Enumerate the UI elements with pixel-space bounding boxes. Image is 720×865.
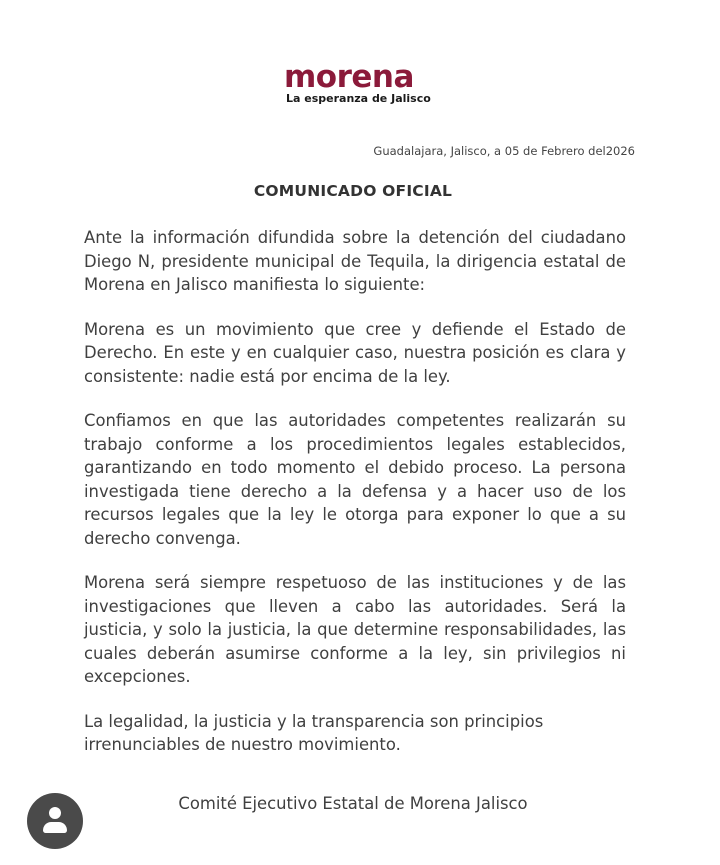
paragraph-intro: Ante la información difundida sobre la detención del ciudadano Diego N, presidente municipal de Tequila, la dirigencia estatal de Morena en Jalisco manifiesta lo siguiente: bbox=[84, 228, 626, 294]
morena-logo bbox=[284, 59, 434, 105]
signature: Comité Ejecutivo Estatal de Morena Jalisco bbox=[178, 794, 528, 813]
logo-wordmark: morena bbox=[284, 59, 414, 95]
paragraph-due-process: Confiamos en que las autoridades competentes realizarán su trabajo conforme a los procedimientos legales establecidos, garantizando en todo momento el debido proceso. La persona investigada tiene derecho a la defensa y a hacer uso de los recursos legales que la ley le otorga para exponer lo que a su derecho convenga. bbox=[84, 411, 626, 548]
document-body bbox=[84, 226, 626, 778]
logo-tagline: La esperanza de Jalisco bbox=[286, 92, 431, 105]
user-avatar-button[interactable] bbox=[27, 793, 83, 849]
paragraph-institutions: Morena será siempre respetuoso de las instituciones y de las investigaciones que lleven a cabo las autoridades. Será la justicia, y solo la justicia, la que determine responsabilidades, las cuales deberán asumirse conforme a la ley, sin privilegios ni excepciones. bbox=[84, 573, 626, 686]
date-line: Guadalajara, Jalisco, a 05 de Febrero del2026 bbox=[373, 144, 635, 158]
paragraph-principles: La legalidad, la justicia y la transparencia son principios irrenunciables de nuestro movimiento. bbox=[84, 711, 544, 754]
paragraph-rule-of-law: Morena es un movimiento que cree y defiende el Estado de Derecho. En este y en cualquier caso, nuestra posición es clara y consistente: nadie está por encima de la ley. bbox=[84, 319, 626, 386]
document-title: COMUNICADO OFICIAL bbox=[253, 182, 453, 200]
